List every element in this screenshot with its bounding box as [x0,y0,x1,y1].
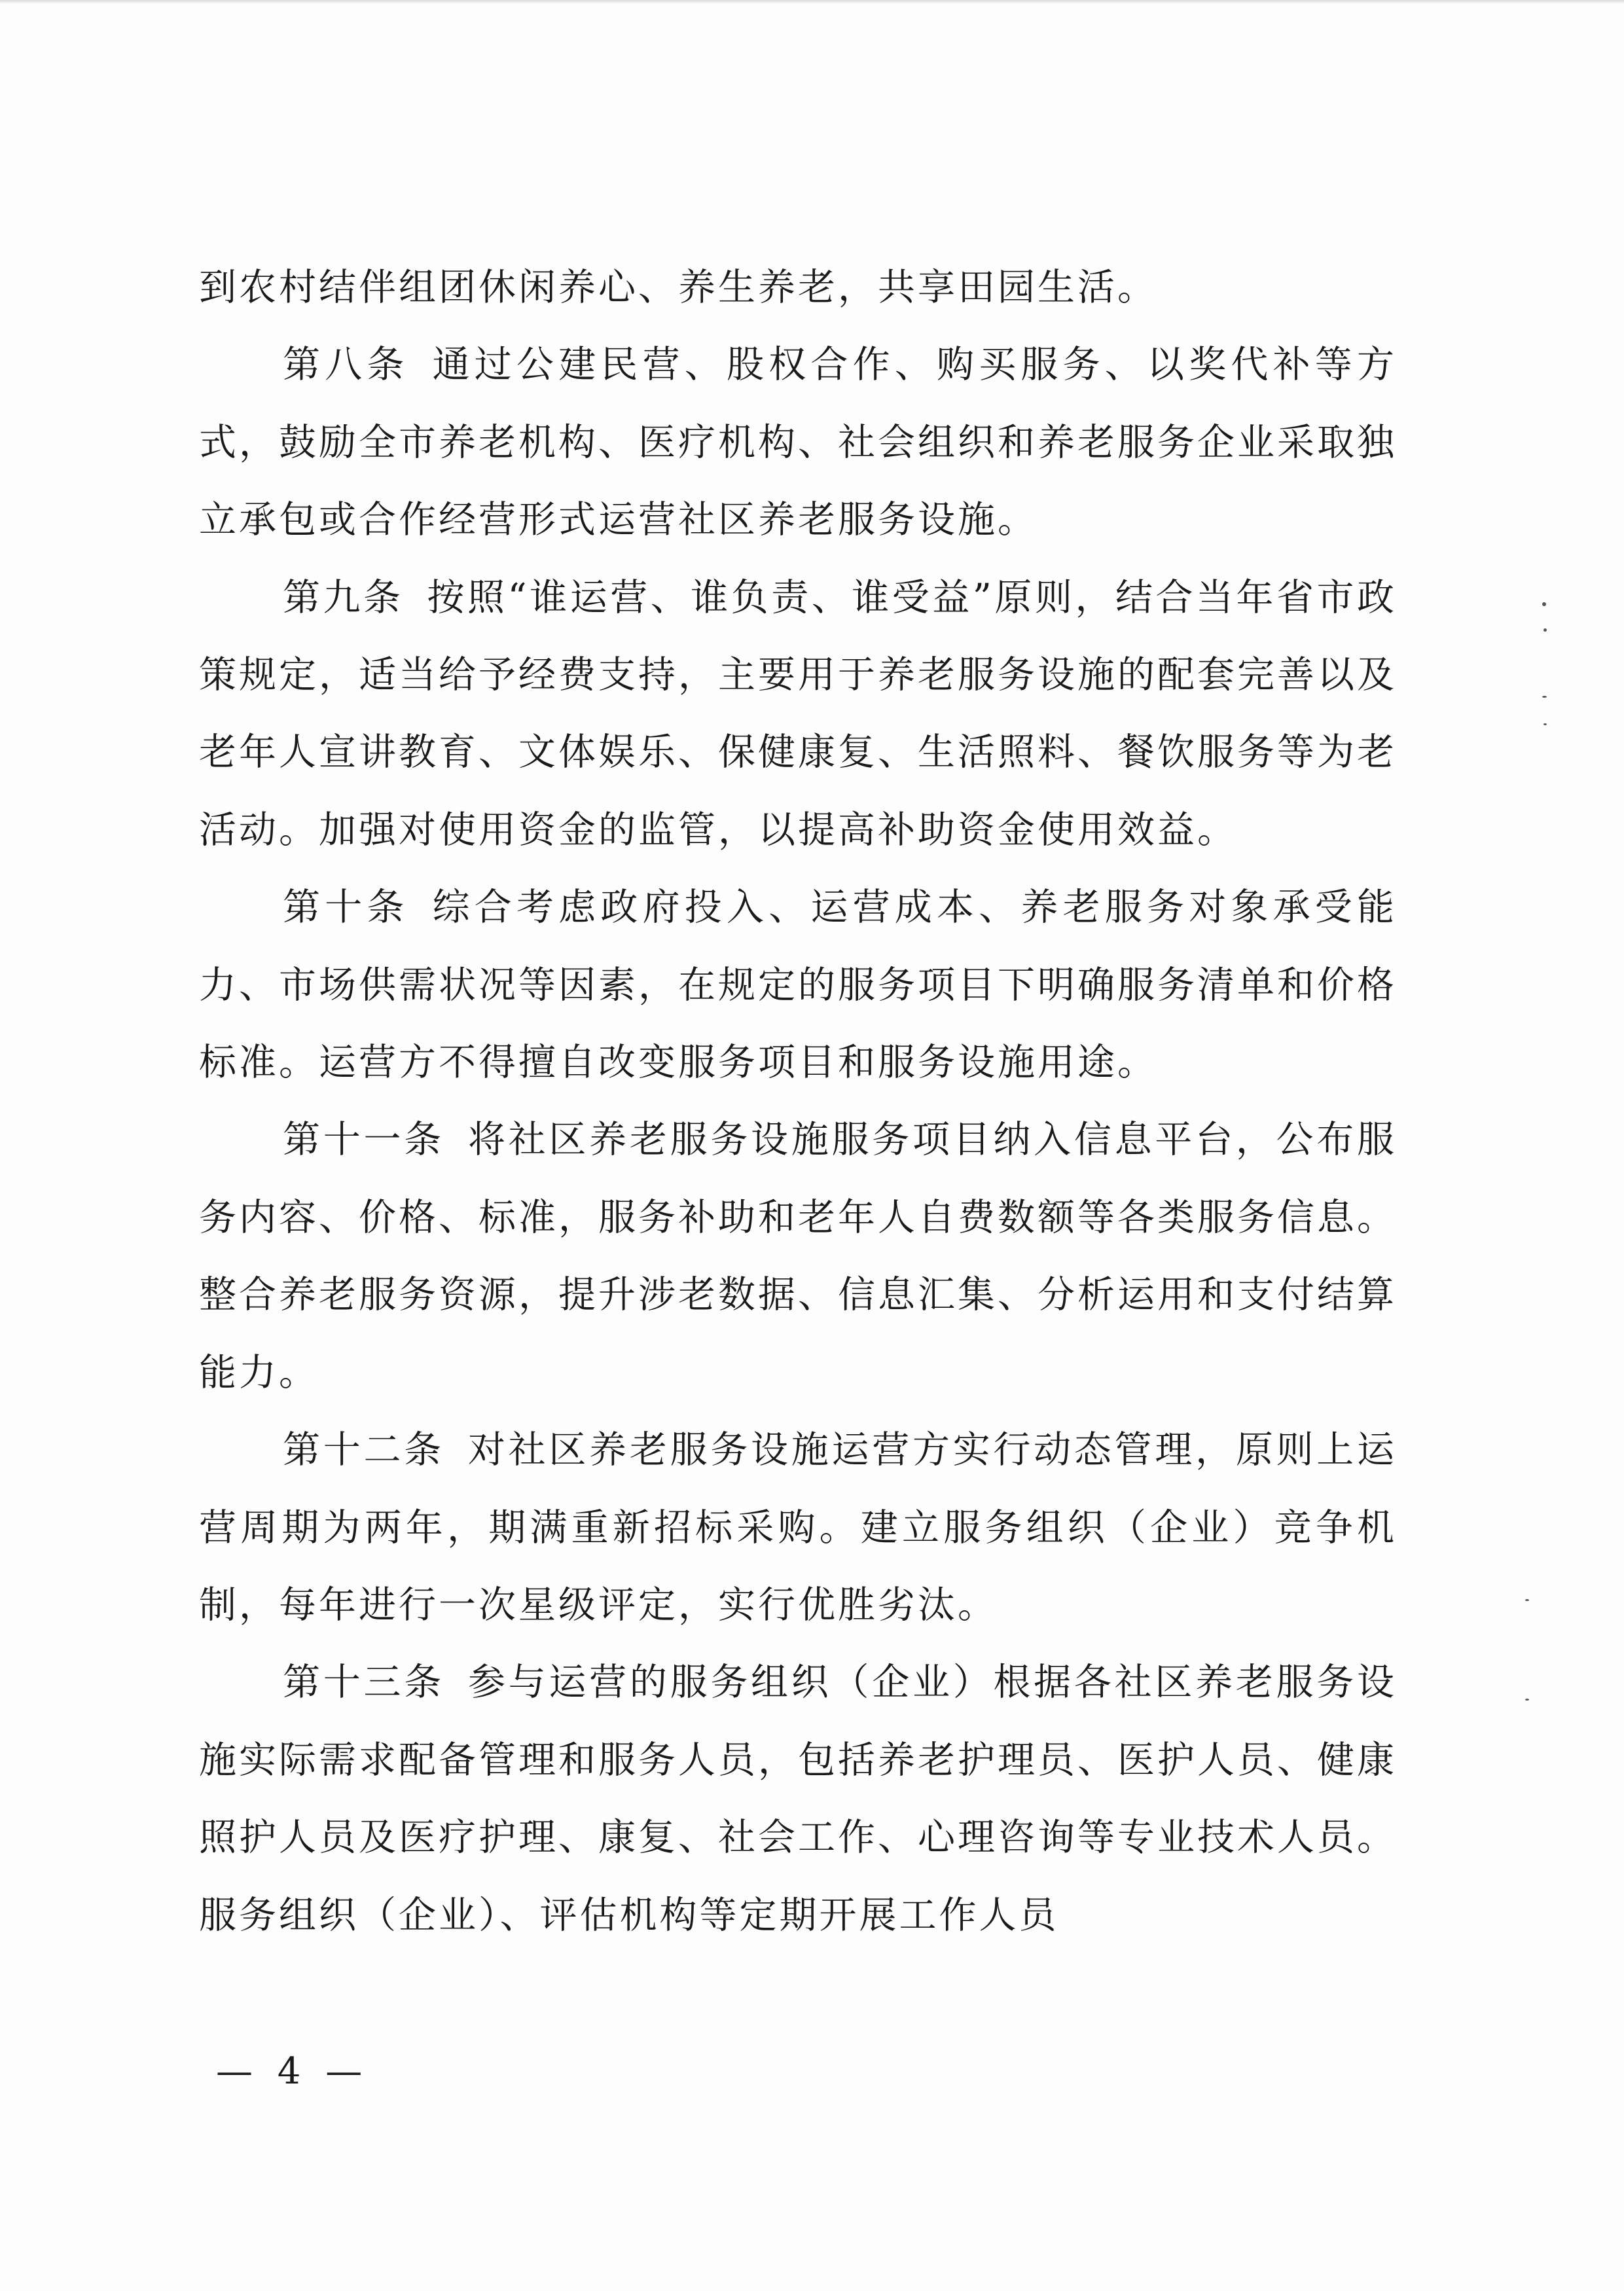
article-9 [199,559,1397,869]
paragraph-text: 通过公建民营、股权合作、购买服务、以奖代补等方式，鼓励全市养老机构、医疗机构、社会组织和养老服务企业采取独立承包或合作经营形式运营社区养老服务设施。 [199,343,1398,542]
article-8 [199,326,1397,558]
article-number: 第十二条 [283,1428,444,1472]
scan-speck [1543,628,1547,632]
scan-speck [1543,723,1547,725]
page-number: — 4 — [216,2050,369,2093]
article-13 [199,1644,1397,1954]
paragraph-continuation [199,249,1397,326]
article-number: 第十三条 [283,1661,444,1705]
paragraph-text: 按照“谁运营、谁负责、谁受益”原则，结合当年省市政策规定，适当给予经费支持，主要用于养老服务设施的配套完善以及老年人宣讲教育、文体娱乐、保健康复、生活照料、餐饮服务等为老活动。加强对使用资金的监管，以提高补助资金使用效益。 [199,575,1398,852]
article-12 [199,1411,1397,1644]
scan-speck [1525,1599,1529,1601]
scan-top-edge [0,0,1624,4]
article-11 [199,1101,1397,1411]
paragraph-text: 到农村结伴组团休闲养心、养生养老，共享田园生活。 [199,266,1157,309]
article-10 [199,869,1397,1101]
paragraph-text: 参与运营的服务组织（企业）根据各社区养老服务设施实际需求配备管理和服务人员，包括养老护理员、医护人员、健康照护人员及医疗护理、康复、社会工作、心理咨询等专业技术人员。服务组织（企业）、评估机构等定期开展工作人员 [199,1661,1398,1937]
scan-speck [1525,1699,1529,1701]
scan-speck [1542,602,1546,606]
document-body [199,249,1397,1954]
paragraph-text: 综合考虑政府投入、运营成本、养老服务对象承受能力、市场供需状况等因素，在规定的服务项目下明确服务清单和价格标准。运营方不得擅自改变服务项目和服务设施用途。 [199,886,1398,1085]
paragraph-text: 对社区养老服务设施运营方实行动态管理，原则上运营周期为两年，期满重新招标采购。建立服务组织（企业）竞争机制，每年进行一次星级评定，实行优胜劣汰。 [199,1428,1398,1627]
paragraph-text: 将社区养老服务设施服务项目纳入信息平台，公布服务内容、价格、标准，服务补助和老年人自费数额等各类服务信息。整合养老服务资源，提升涉老数据、信息汇集、分析运用和支付结算能力。 [199,1118,1398,1394]
scan-speck [1542,696,1547,698]
article-number: 第十一条 [283,1118,444,1162]
article-number: 第十条 [283,886,409,929]
article-number: 第八条 [283,343,409,387]
article-number: 第九条 [283,575,404,619]
